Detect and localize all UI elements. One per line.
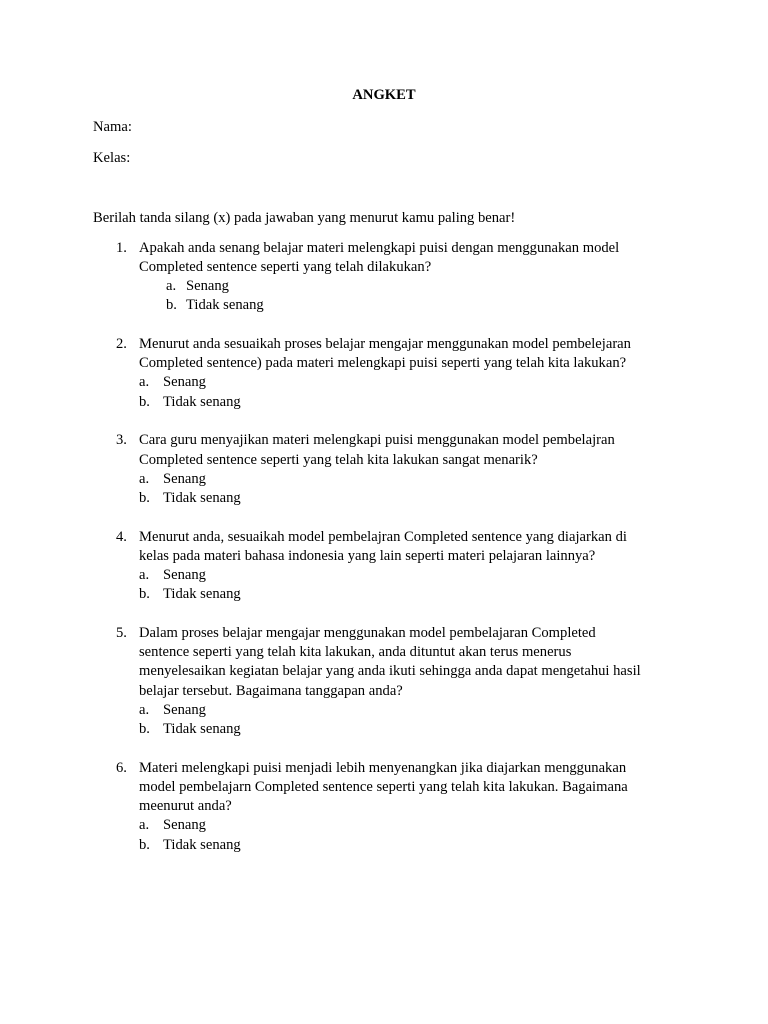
option-text: Tidak senang	[163, 490, 241, 506]
option-text: Tidak senang	[163, 837, 241, 853]
option-text: Tidak senang	[163, 721, 241, 737]
option-letter: b.	[139, 586, 150, 602]
question-line: meenurut anda?	[139, 798, 232, 814]
option-letter: b.	[139, 490, 150, 506]
option-letter: b.	[139, 721, 150, 737]
question-line: sentence seperti yang telah kita lakukan, anda dituntut akan terus menerus	[139, 644, 572, 660]
question-number: 2.	[116, 336, 127, 352]
question-line: model pembelajarn Completed sentence seperti yang telah kita lakukan. Bagaimana	[139, 779, 628, 795]
question-line: Completed sentence seperti yang telah dilakukan?	[139, 259, 432, 275]
option-text: Senang	[163, 702, 206, 718]
option-letter: a.	[166, 278, 177, 294]
option-text: Tidak senang	[163, 394, 241, 410]
option-letter: b.	[139, 837, 150, 853]
question-line: Materi melengkapi puisi menjadi lebih menyenangkan jika diajarkan menggunakan	[139, 760, 627, 776]
option-letter: a.	[139, 702, 150, 718]
option-text: Tidak senang	[163, 586, 241, 602]
question-number: 3.	[116, 432, 127, 448]
kelas-field-label: Kelas:	[93, 150, 131, 166]
document-title: ANGKET	[352, 87, 416, 103]
option-text: Senang	[186, 278, 229, 294]
question-line: Cara guru menyajikan materi melengkapi puisi menggunakan model pembelajran	[139, 432, 615, 448]
question-line: Completed sentence seperti yang telah kita lakukan sangat menarik?	[139, 452, 538, 468]
option-text: Tidak senang	[186, 297, 264, 313]
option-text: Senang	[163, 567, 206, 583]
question-line: Dalam proses belajar mengajar menggunakan model pembelajaran Completed	[139, 625, 596, 641]
question-line: menyelesaikan kegiatan belajar yang anda ikuti sehingga anda dapat mengetahui hasil	[139, 663, 641, 679]
question-line: Apakah anda senang belajar materi melengkapi puisi dengan menggunakan model	[139, 240, 620, 256]
question-number: 4.	[116, 529, 127, 545]
nama-field-label: Nama:	[93, 119, 132, 135]
option-text: Senang	[163, 374, 206, 390]
instruction-text: Berilah tanda silang (x) pada jawaban yang menurut kamu paling benar!	[93, 210, 516, 226]
option-letter: a.	[139, 817, 150, 833]
question-number: 1.	[116, 240, 127, 256]
option-letter: a.	[139, 374, 150, 390]
option-text: Senang	[163, 817, 206, 833]
option-letter: b.	[139, 394, 150, 410]
option-letter: a.	[139, 567, 150, 583]
question-line: Menurut anda, sesuaikah model pembelajran Completed sentence yang diajarkan di	[139, 529, 627, 545]
option-text: Senang	[163, 471, 206, 487]
question-line: kelas pada materi bahasa indonesia yang lain seperti materi pelajaran lainnya?	[139, 548, 596, 564]
question-line: Menurut anda sesuaikah proses belajar mengajar menggunakan model pembelejaran	[139, 336, 631, 352]
option-letter: a.	[139, 471, 150, 487]
question-line: Completed sentence) pada materi melengkapi puisi seperti yang telah kita lakukan?	[139, 355, 627, 371]
option-letter: b.	[166, 297, 177, 313]
question-number: 5.	[116, 625, 127, 641]
question-number: 6.	[116, 760, 127, 776]
question-line: belajar tersebut. Bagaimana tanggapan anda?	[139, 683, 403, 699]
